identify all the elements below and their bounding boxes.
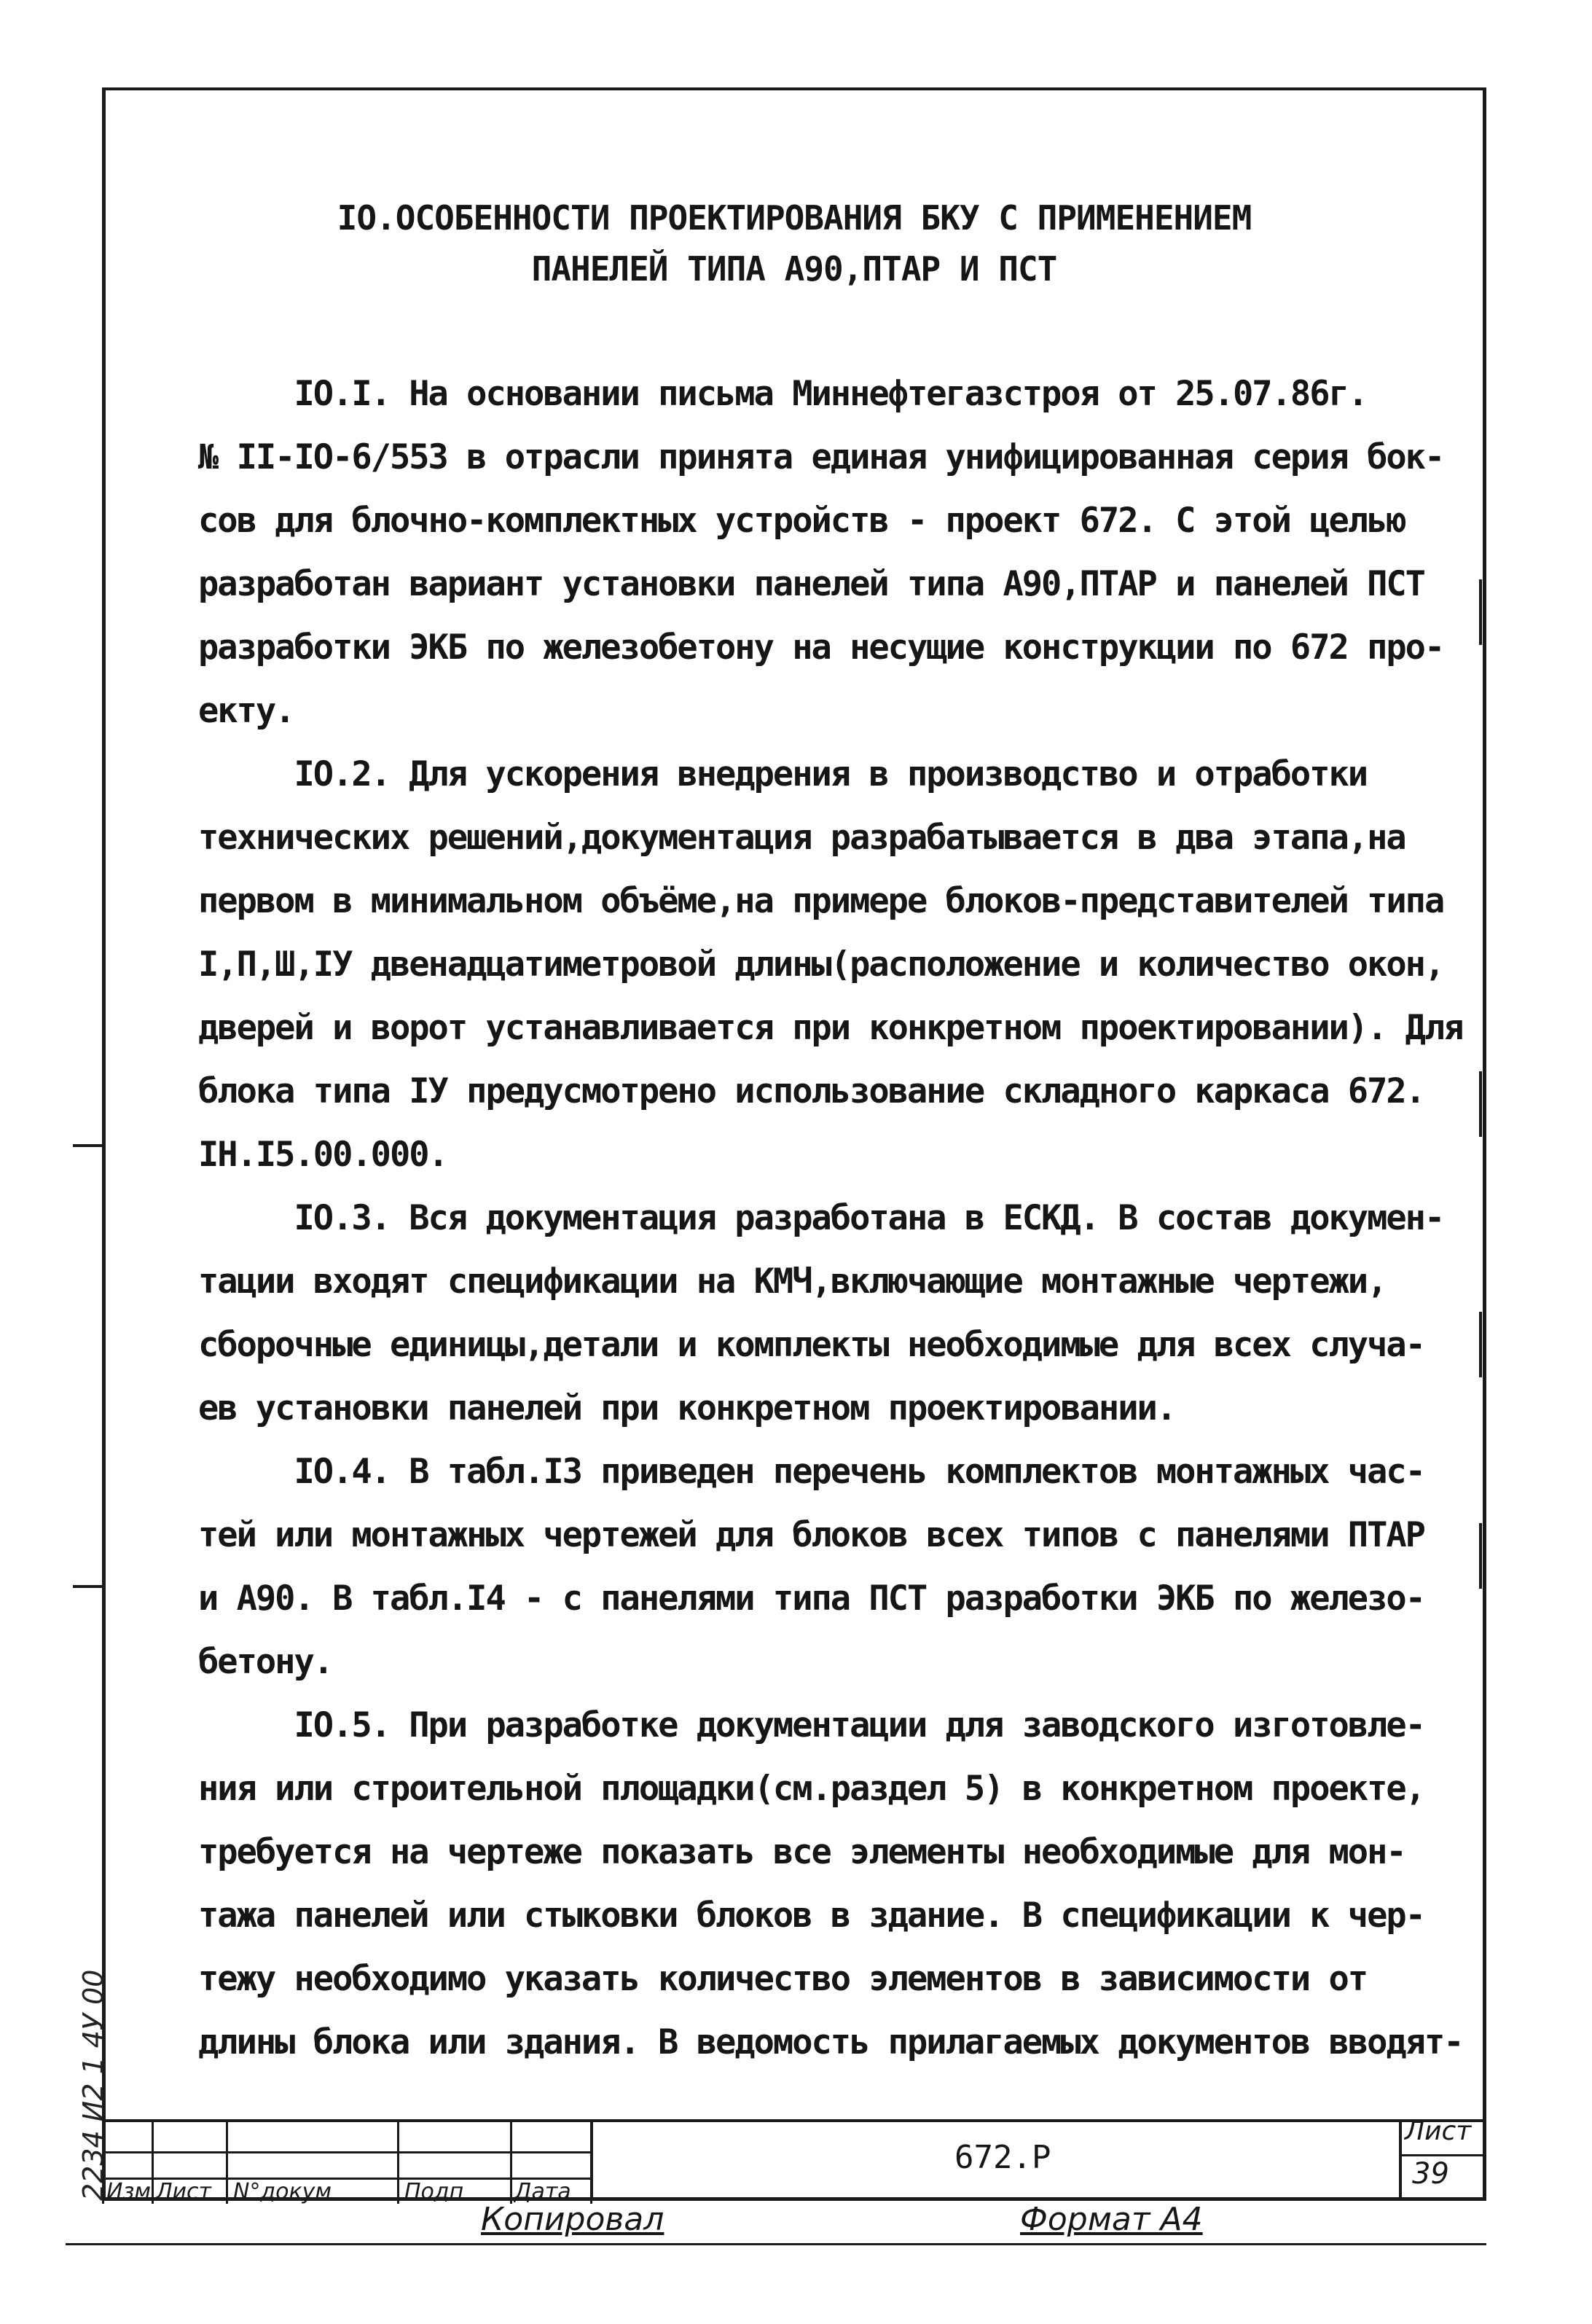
text-line: сов для блочно-комплектных устройств - проект 672. С этой целью [198,501,1405,541]
text-line: технических решений,документация разрабатывается в два этапа,на [198,818,1405,858]
text-line: тежу необходимо указать количество элементов в зависимости от [198,1959,1368,1999]
right-margin-mark [1479,1523,1482,1589]
text-line: IO.4. В табл.I3 приведен перечень комплектов монтажных час- [198,1452,1424,1492]
right-margin-mark [1479,579,1482,645]
stamp-label-doc-number: N°докум [233,2179,332,2204]
margin-tick [73,1144,102,1147]
text-line: разработки ЭКБ по железобетону на несущие конструкции по 672 про- [198,627,1444,668]
text-line: IO.2. Для ускорения внедрения в производство и отработки [198,754,1368,794]
document-code: 672.Р [954,2139,1051,2176]
body-text [198,362,1481,2074]
text-line: IO.I. На основании письма Миннефтегазстроя от 25.07.86г. [198,374,1368,414]
stamp-col-line [510,2122,512,2204]
text-line: сборочные единицы,детали и комплекты необходимые для всех случа- [198,1325,1424,1365]
section-heading-line-2: ПАНЕЛЕЙ ТИПА А90,ПТАР И ПСТ [531,249,1057,289]
text-line: I,П,Ш,IУ двенадцатиметровой длины(расположение и количество окон, [198,944,1444,985]
text-line: длины блока или здания. В ведомость прилагаемых документов вводят- [198,2022,1463,2062]
text-line: тей или монтажных чертежей для блоков всех типов с панелями ПТАР [198,1515,1424,1555]
text-line: ния или строительной площадки(см.раздел 5) в конкретном проекте, [198,1769,1424,1809]
margin-note-text: 2234 И2 1 4У 00 [77,1969,109,2201]
stamp-label-izm: Изм [106,2179,152,2204]
text-line: екту. [198,691,294,731]
text-line: требуется на чертеже показать все элементы необходимые для мон- [198,1832,1405,1872]
sheet-box-divider [1402,2154,1486,2156]
text-line: IO.5. При разработке документации для заводского изготовле- [198,1705,1424,1745]
stamp-row-line [102,2151,590,2153]
text-line: IH.I5.00.000. [198,1135,447,1175]
margin-tick [73,1585,102,1588]
right-margin-mark [1479,1312,1482,1377]
section-heading-line-1: IO.ОСОБЕННОСТИ ПРОЕКТИРОВАНИЯ БКУ С ПРИМЕНЕНИЕМ [337,198,1252,238]
stamp-col-line [152,2122,154,2204]
stamp-label-signature: Подп [404,2179,464,2204]
stamp-col-line [102,2122,104,2204]
right-margin-mark [1479,1071,1482,1137]
sheet-label: Лист [1405,2116,1472,2146]
text-line: тации входят спецификации на КМЧ,включающие монтажные чертежи, [198,1261,1387,1302]
format-label: Формат А4 [1020,2201,1203,2238]
text-line: ев установки панелей при конкретном проектировании. [198,1388,1176,1428]
text-line: бетону. [198,1642,333,1682]
text-line: дверей и ворот устанавливается при конкретном проектировании). Для [198,1008,1463,1048]
stamp-label-date: Дата [514,2179,571,2204]
sheet-number: 39 [1412,2157,1449,2191]
bottom-rule [66,2243,1486,2245]
text-line: № II-IO-6/553 в отрасли принята единая унифицированная серия бок- [198,437,1444,477]
text-line: тажа панелей или стыковки блоков в здание. В спецификации к чер- [198,1895,1424,1936]
text-line: блока типа IУ предусмотрено использование складного каркаса 672. [198,1071,1424,1111]
stamp-col-line [397,2122,399,2204]
text-line: и А90. В табл.I4 - с панелями типа ПСТ разработки ЭКБ по железо- [198,1578,1424,1619]
text-line: разработан вариант установки панелей типа А90,ПТАР и панелей ПСТ [198,564,1424,604]
text-line: IO.3. Вся документация разработана в ЕСКД. В состав докумен- [198,1198,1444,1238]
stamp-col-line [226,2122,228,2204]
stamp-divider [590,2119,593,2201]
stamp-label-list: Лист [156,2179,212,2204]
copied-by-label: Копировал [481,2201,664,2238]
text-line: первом в минимальном объёме,на примере блоков-представителей типа [198,881,1444,921]
